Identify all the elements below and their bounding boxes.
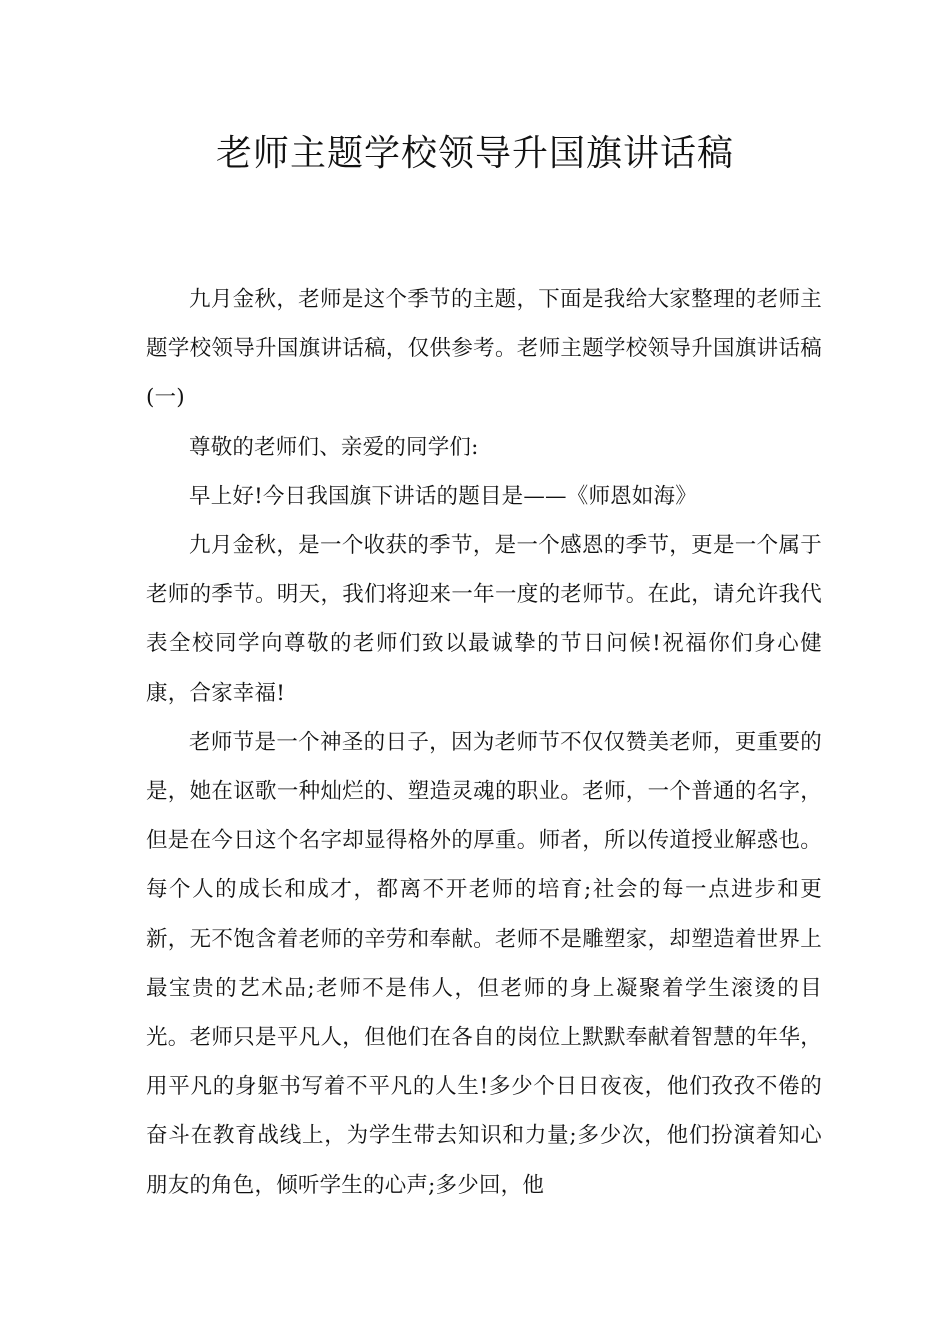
paragraph-intro: 九月金秋，老师是这个季节的主题，下面是我给大家整理的老师主题学校领导升国旗讲话稿，仅供参考。老师主题学校领导升国旗讲话稿(一) bbox=[146, 287, 822, 411]
paragraph-season: 九月金秋，是一个收获的季节，是一个感恩的季节，更是一个属于老师的季节。明天，我们将迎来一年一度的老师节。在此，请允许我代表全校同学向尊敬的老师们致以最诚挚的节日问候!祝福你们身心健康，合家幸福! bbox=[146, 533, 822, 706]
paragraph-salutation: 尊敬的老师们、亲爱的同学们: bbox=[189, 434, 479, 460]
document-body bbox=[146, 275, 822, 1210]
document-title: 老师主题学校领导升国旗讲话稿 bbox=[215, 133, 734, 174]
paragraph-teachers-day: 老师节是一个神圣的日子，因为老师节不仅仅赞美老师，更重要的是，她在讴歌一种灿烂的、塑造灵魂的职业。老师，一个普通的名字，但是在今日这个名字却显得格外的厚重。师者，所以传道授业解惑也。每个人的成长和成才，都离不开老师的培育;社会的每一点进步和更新，无不饱含着老师的辛劳和奉献。老师不是雕塑家，却塑造着世界上最宝贵的艺术品;老师不是伟人，但老师的身上凝聚着学生滚烫的目光。老师只是平凡人，但他们在各自的岗位上默默奉献着智慧的年华，用平凡的身躯书写着不平凡的人生!多少个日日夜夜，他们孜孜不倦的奋斗在教育战线上，为学生带去知识和力量;多少次，他们扮演着知心朋友的角色，倾听学生的心声;多少回，他 bbox=[146, 729, 822, 1198]
paragraph-greeting: 早上好!今日我国旗下讲话的题目是——《师恩如海》 bbox=[189, 483, 697, 509]
